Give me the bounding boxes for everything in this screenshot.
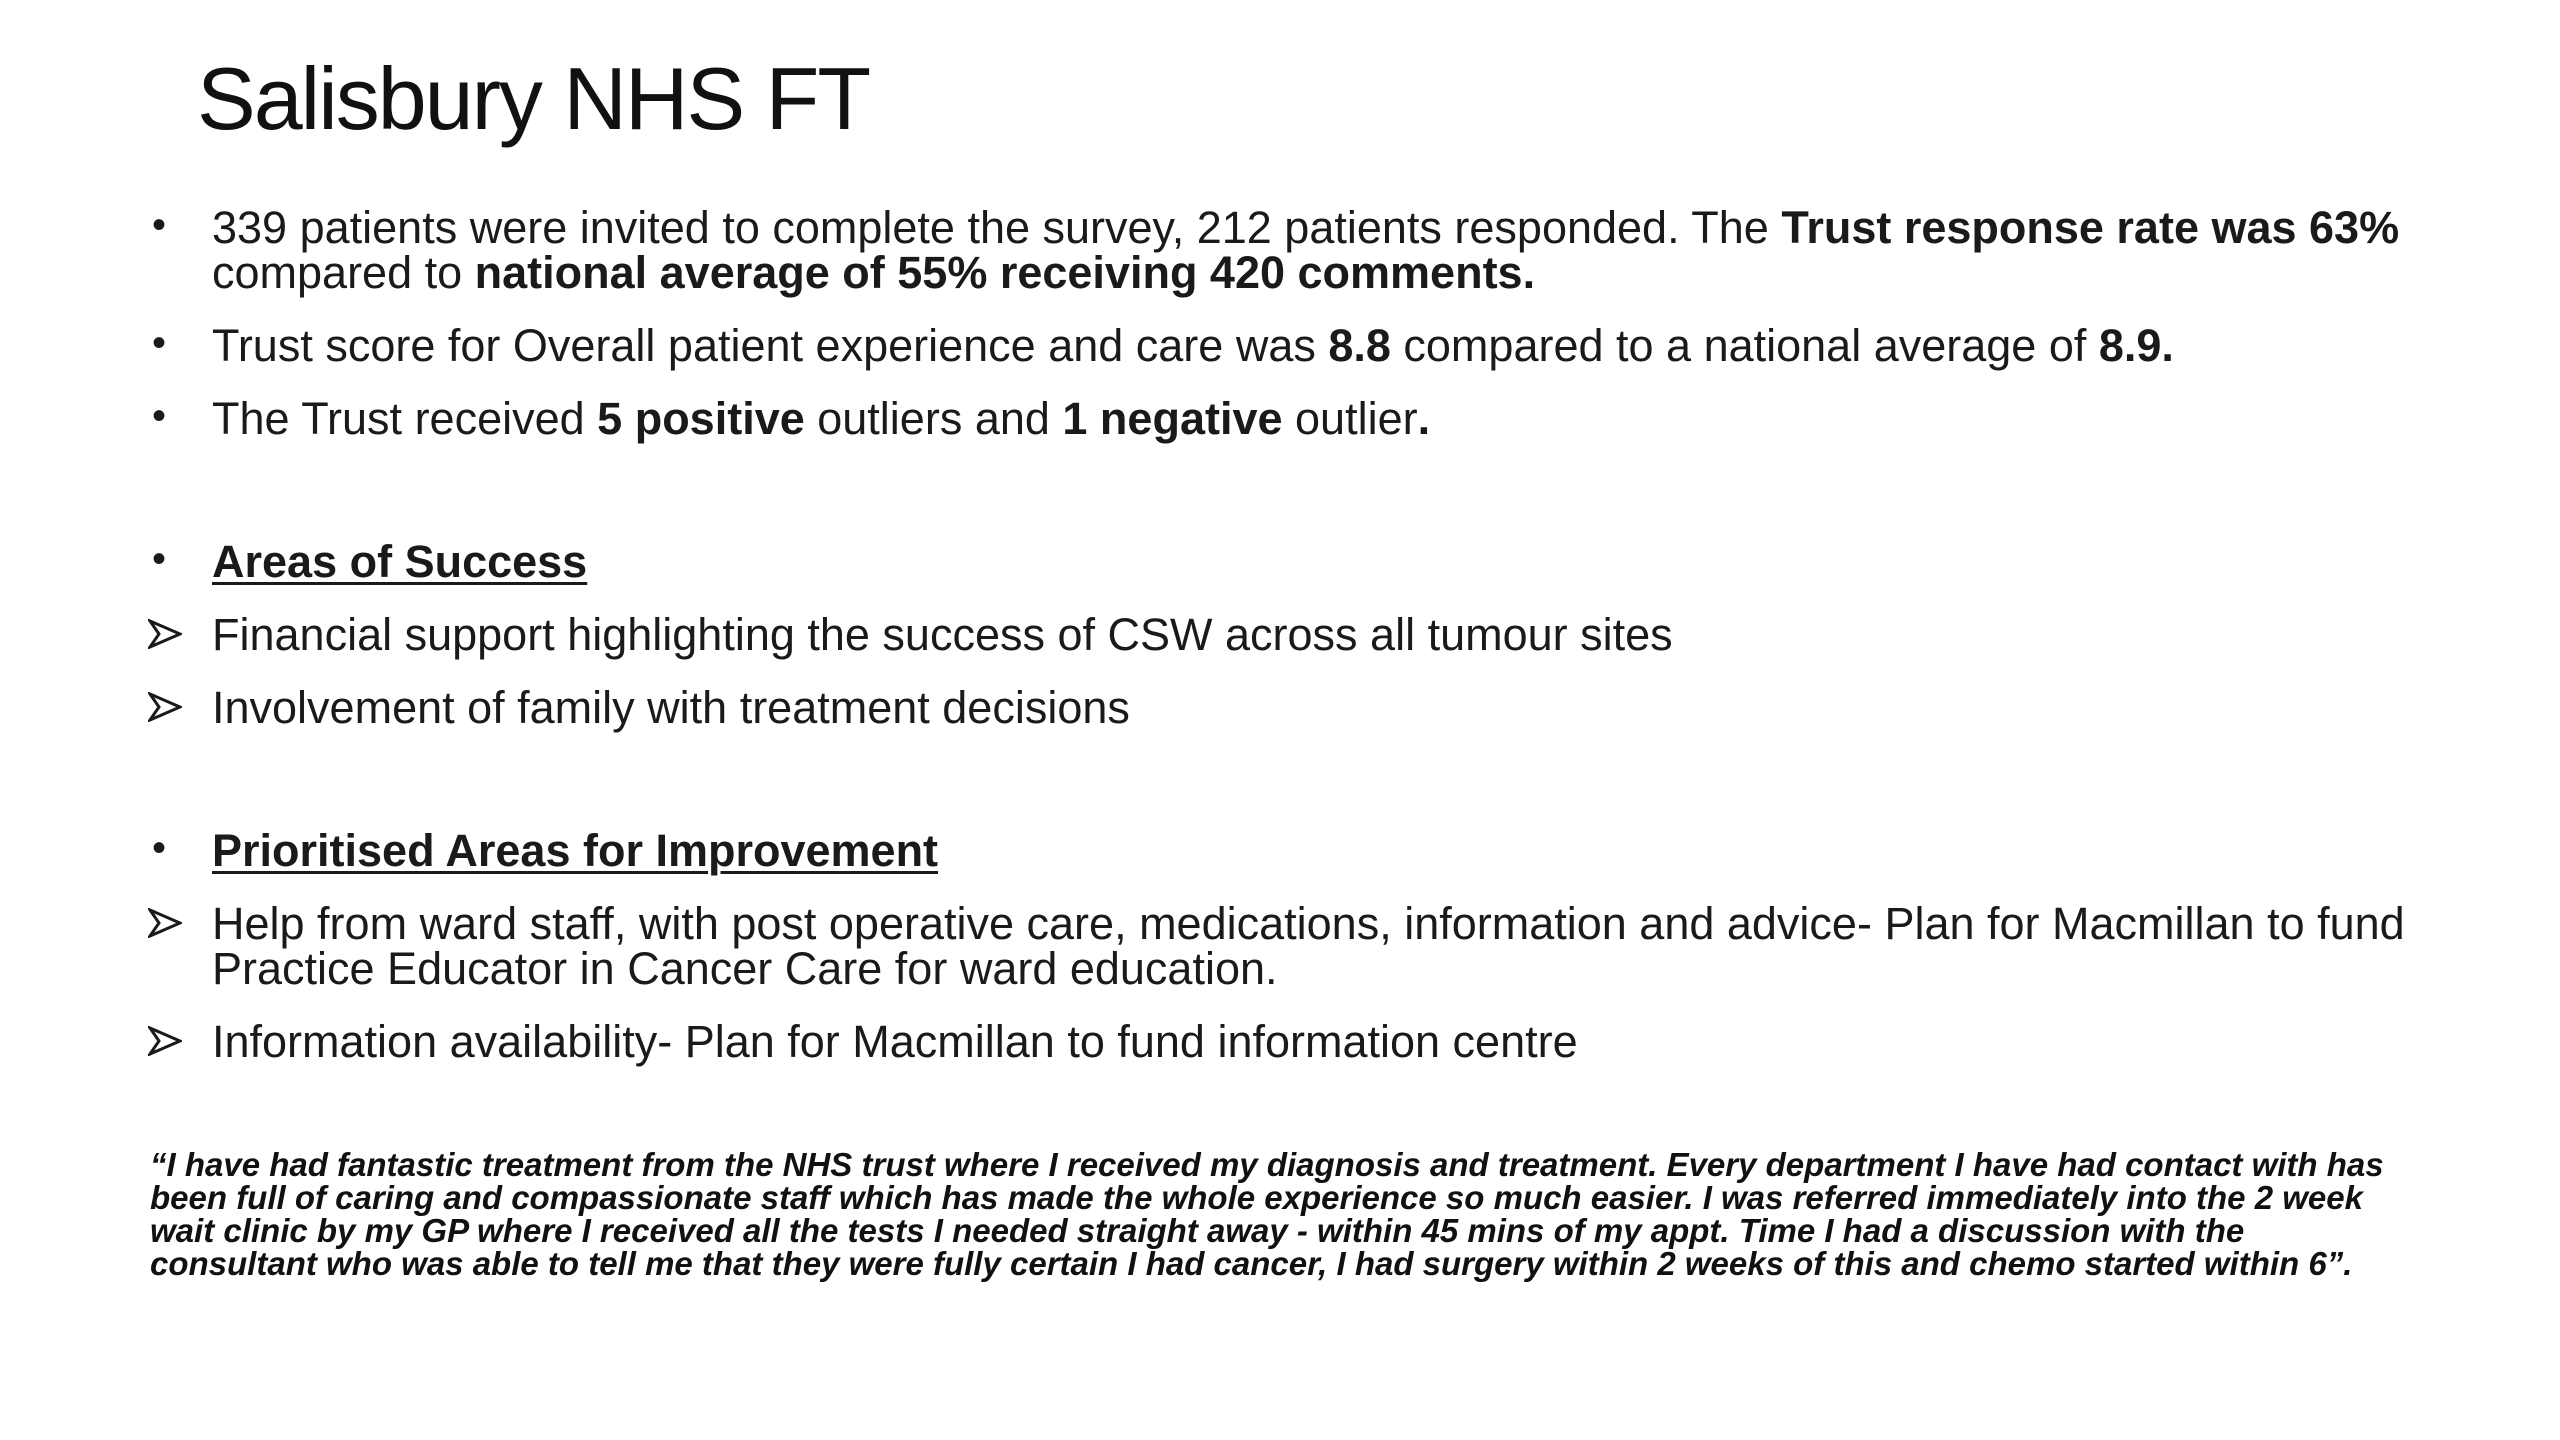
improvement-item-text: Information availability- Plan for Macmillan to fund information centre	[212, 1016, 1578, 1067]
bullet-text: 339 patients were invited to complete the survey, 212 patients responded. The	[212, 202, 1782, 253]
bullet-dot-icon: •	[152, 826, 167, 870]
bullet-text: compared to	[212, 247, 475, 298]
bullet-dot-icon: •	[152, 537, 167, 581]
bullet-dot-icon: •	[152, 203, 167, 247]
success-item-text: Financial support highlighting the success of CSW across all tumour sites	[212, 609, 1673, 660]
bullet-bold-text: national average of 55% receiving 420 comments.	[474, 247, 1536, 298]
arrow-bullet-icon	[148, 901, 188, 938]
bullet-bold-text: 5 positive	[597, 393, 805, 444]
improvement-item	[148, 1016, 2418, 1067]
bullet-text: outliers and	[804, 393, 1063, 444]
patient-quote: “I have had fantastic treatment from the NHS trust where I received my diagnosis and treatment. Every department I have had contact with has been full of caring and compassionate staff which has made the whole experience so much easier. I was referred immediately into the 2 week wait clinic by my GP where I received all the tests I needed straight away - within 45 mins of my appt. Time I had a discussion with the consultant who was able to tell me that they were fully certain I had cancer, I had surgery within 2 weeks of this and chemo started within 6”.	[150, 1146, 2384, 1282]
bullet-bold-text: 8.8	[1328, 320, 1391, 371]
bullet-text: outlier	[1282, 393, 1418, 444]
bullet-text: Trust score for Overall patient experience and care was	[212, 320, 1329, 371]
success-item	[148, 609, 2418, 660]
slide-body	[148, 202, 2418, 1067]
arrow-bullet-icon	[148, 685, 188, 722]
success-heading-text: Areas of Success	[212, 536, 588, 587]
bullet-text: The Trust received	[212, 393, 598, 444]
bullet-bold-text: Trust response rate was 63%	[1781, 202, 2400, 253]
bullet-outliers	[148, 393, 2418, 444]
bullet-dot-icon: •	[152, 321, 167, 365]
section-heading-success	[148, 536, 2418, 587]
bullet-response-rate	[148, 202, 2418, 298]
bullet-text: compared to a national average of	[1390, 320, 2099, 371]
bullet-bold-text: 1 negative	[1062, 393, 1283, 444]
improvement-heading-text: Prioritised Areas for Improvement	[212, 825, 939, 876]
bullet-bold-text: .	[1417, 393, 1431, 444]
arrow-bullet-icon	[148, 1019, 188, 1056]
bullet-overall-score	[148, 320, 2418, 371]
success-item	[148, 682, 2418, 733]
improvement-item	[148, 898, 2418, 994]
section-heading-improvement	[148, 825, 2418, 876]
improvement-item-text: Help from ward staff, with post operative care, medications, information and advice- Plan for Macmillan to fund Practice Educator in Cancer Care for ward education.	[212, 898, 2405, 994]
slide-title: Salisbury NHS FT	[197, 49, 870, 148]
bullet-dot-icon: •	[152, 394, 167, 438]
success-item-text: Involvement of family with treatment decisions	[212, 682, 1130, 733]
bullet-bold-text: 8.9.	[2098, 320, 2174, 371]
arrow-bullet-icon	[148, 612, 188, 649]
